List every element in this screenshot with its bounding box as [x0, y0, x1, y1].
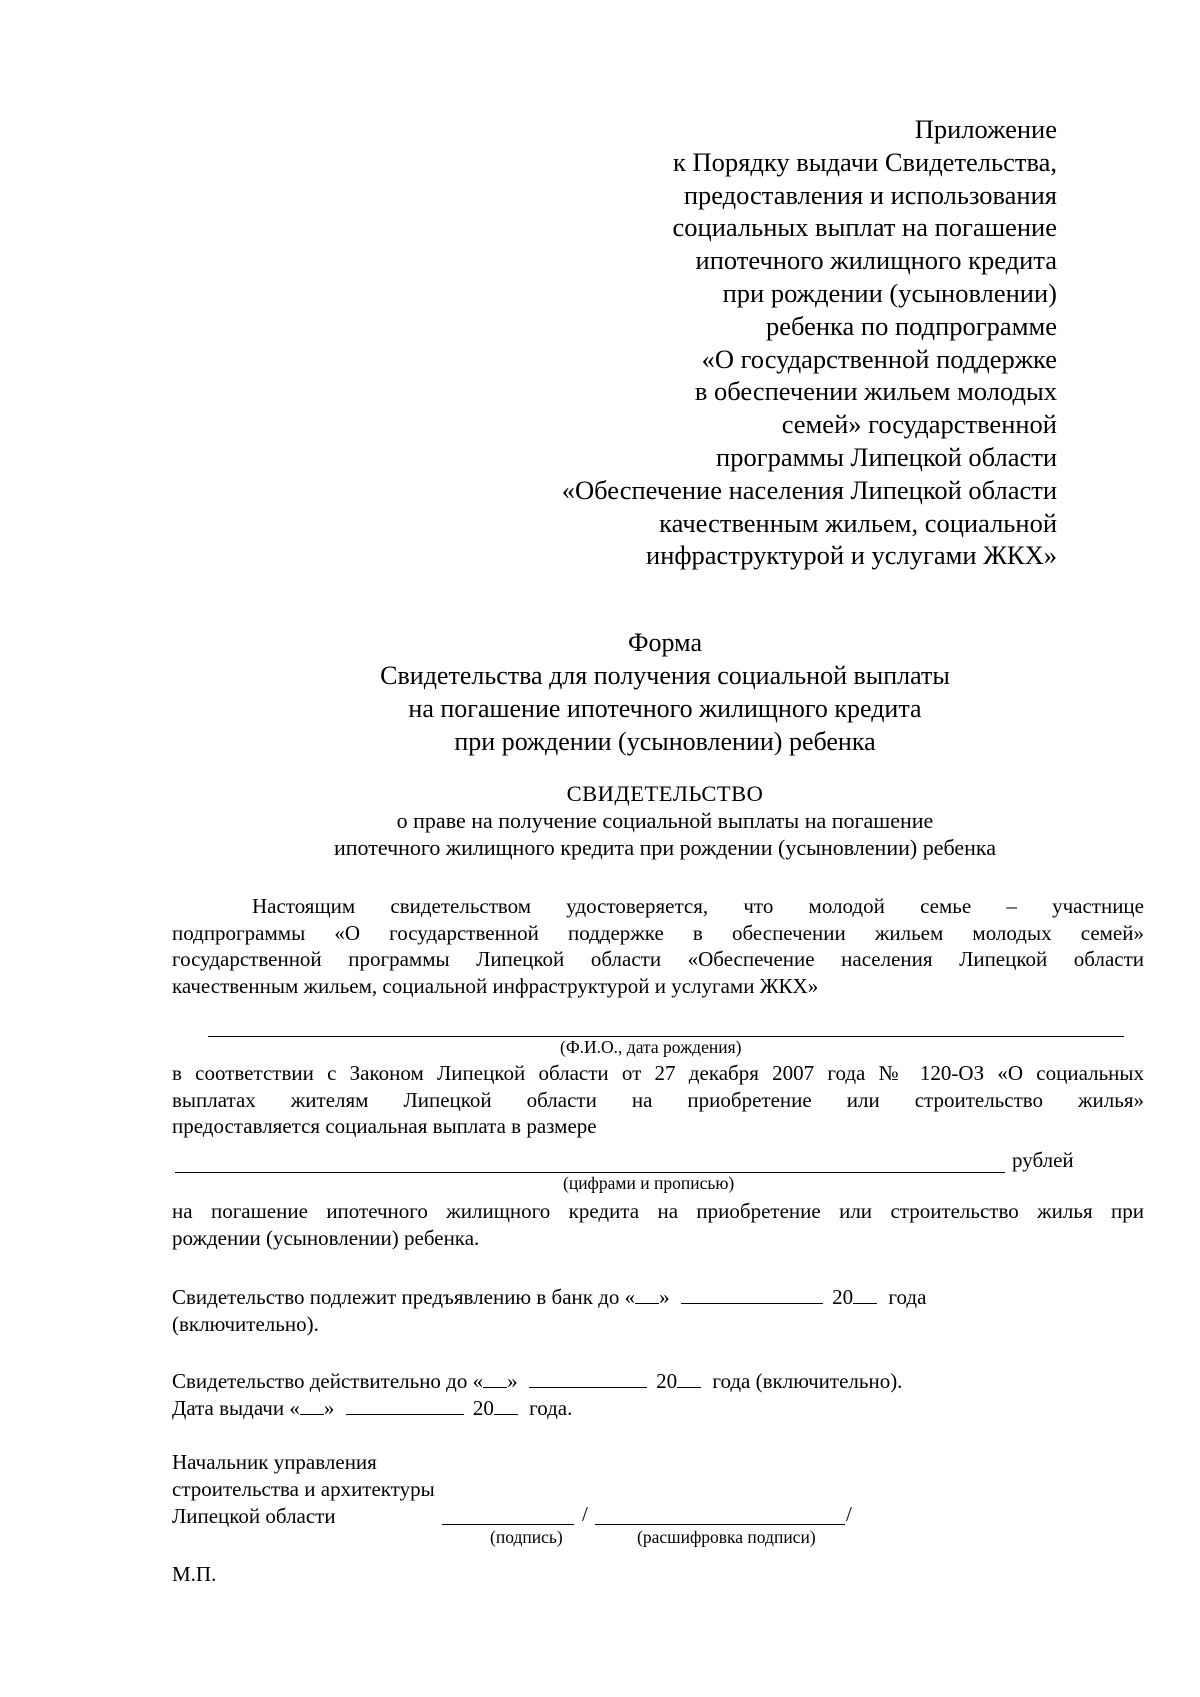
issue-date-line — [172, 1395, 572, 1422]
certificate-title: СВИДЕТЕЛЬСТВО — [566, 781, 764, 806]
signature-slash: / — [846, 1502, 852, 1526]
appendix-line: социальных выплат на погашение — [672, 212, 1057, 243]
form-title-line: на погашение ипотечного жилищного кредита — [408, 694, 922, 723]
bank-deadline-prefix: Свидетельство подлежит предъявлению в банк до « — [172, 1285, 636, 1309]
appendix-line: семей» государственной — [781, 409, 1057, 440]
paragraph-line: предоставляется социальная выплата в размере — [172, 1114, 597, 1138]
day-blank — [300, 1396, 324, 1415]
form-title — [0, 626, 1200, 758]
appendix-line: в обеспечении жильем молодых — [694, 376, 1057, 407]
appendix-line: Приложение — [914, 114, 1057, 144]
paragraph-line: выплатах жителям Липецкой области на приобретение или строительство жилья» — [172, 1087, 1144, 1112]
bank-deadline-mid: » — [659, 1285, 670, 1309]
valid-until-mid: » — [507, 1369, 518, 1393]
form-title-line: Свидетельства для получения социальной выплаты — [380, 661, 950, 690]
paragraph-line: на погашение ипотечного жилищного кредита на приобретение или строительство жилья при — [172, 1199, 1144, 1223]
appendix-block — [562, 113, 1057, 572]
signature-blank-line — [442, 1524, 574, 1525]
issue-date-year-prefix: 20 — [472, 1396, 494, 1420]
signatory-title-line: Начальник управления — [172, 1450, 377, 1474]
certificate-subtitle-line: о праве на получение социальной выплаты на погашение — [396, 808, 934, 833]
year-blank — [677, 1369, 701, 1388]
paragraph-law — [172, 1060, 1144, 1140]
issue-date-suffix: года. — [529, 1396, 573, 1420]
valid-until-prefix: Свидетельство действительно до « — [172, 1369, 484, 1393]
form-title-line: Форма — [628, 628, 702, 657]
month-blank — [681, 1285, 823, 1304]
form-title-line: при рождении (усыновлении) ребенка — [454, 727, 876, 756]
decoding-caption: (расшифровка подписи) — [637, 1527, 816, 1547]
paragraph-line: рождении (усыновлении) ребенка. — [172, 1225, 480, 1250]
signatory-title-line: строительства и архитектуры — [172, 1477, 435, 1501]
month-blank — [529, 1369, 647, 1388]
day-blank — [635, 1285, 659, 1304]
paragraph-intro — [172, 893, 1144, 999]
appendix-line: качественным жильем, социальной — [659, 507, 1057, 538]
paragraph-line: в соответствии с Законом Липецкой области от 27 декабря 2007 года № 120-ОЗ «О социальных — [172, 1061, 1144, 1085]
appendix-line: ипотечного жилищного кредита — [695, 245, 1057, 276]
decoding-blank-line — [595, 1524, 845, 1525]
appendix-line: ребенка по подпрограмме — [765, 310, 1057, 341]
bank-deadline-suffix: года — [888, 1285, 927, 1309]
issue-date-mid: » — [323, 1396, 335, 1420]
certificate-subtitle-line: ипотечного жилищного кредита при рождении (усыновлении) ребенка — [333, 835, 997, 860]
signatory-title-line: Липецкой области — [172, 1504, 336, 1528]
paragraph-line: Настоящим свидетельством удостоверяется, что молодой семье – участнице — [252, 894, 1144, 918]
month-blank — [346, 1396, 464, 1415]
issue-date-prefix: Дата выдачи « — [172, 1396, 300, 1420]
year-blank — [494, 1396, 518, 1415]
paragraph-line: государственной программы Липецкой области «Обеспечение населения Липецкой области — [172, 947, 1144, 971]
rubles-label: рублей — [1012, 1148, 1074, 1172]
valid-until-suffix: года (включительно). — [712, 1369, 903, 1393]
day-blank — [483, 1369, 507, 1388]
year-blank — [853, 1285, 877, 1304]
appendix-line: при рождении (усыновлении) — [722, 277, 1057, 308]
paragraph-purpose — [172, 1198, 1144, 1251]
signature-caption: (подпись) — [490, 1527, 563, 1547]
valid-until-line — [172, 1368, 902, 1395]
signature-slash: / — [582, 1502, 588, 1526]
appendix-line: «О государственной поддержке — [701, 343, 1057, 374]
appendix-line: к Порядку выдачи Свидетельства, — [673, 146, 1057, 177]
appendix-line: программы Липецкой области — [716, 441, 1057, 472]
bank-deadline-year-prefix: 20 — [832, 1285, 854, 1309]
fio-caption: (Ф.И.О., дата рождения) — [560, 1037, 742, 1057]
appendix-line: «Обеспечение населения Липецкой области — [561, 474, 1057, 505]
seal-label: М.П. — [172, 1562, 217, 1586]
amount-caption: (цифрами и прописью) — [563, 1173, 735, 1193]
valid-until-year-prefix: 20 — [656, 1369, 678, 1393]
appendix-line: инфраструктурой и услугами ЖКХ» — [646, 540, 1057, 571]
certificate-heading — [0, 780, 1200, 861]
paragraph-line: подпрограммы «О государственной поддержке в обеспечении жильем молодых семей» — [172, 920, 1144, 945]
bank-deadline-line — [172, 1284, 926, 1311]
paragraph-line: качественным жильем, социальной инфраструктурой и услугами ЖКХ» — [172, 973, 819, 998]
bank-deadline-inclusive: (включительно). — [172, 1312, 319, 1336]
appendix-line: предоставления и использования — [683, 179, 1057, 210]
